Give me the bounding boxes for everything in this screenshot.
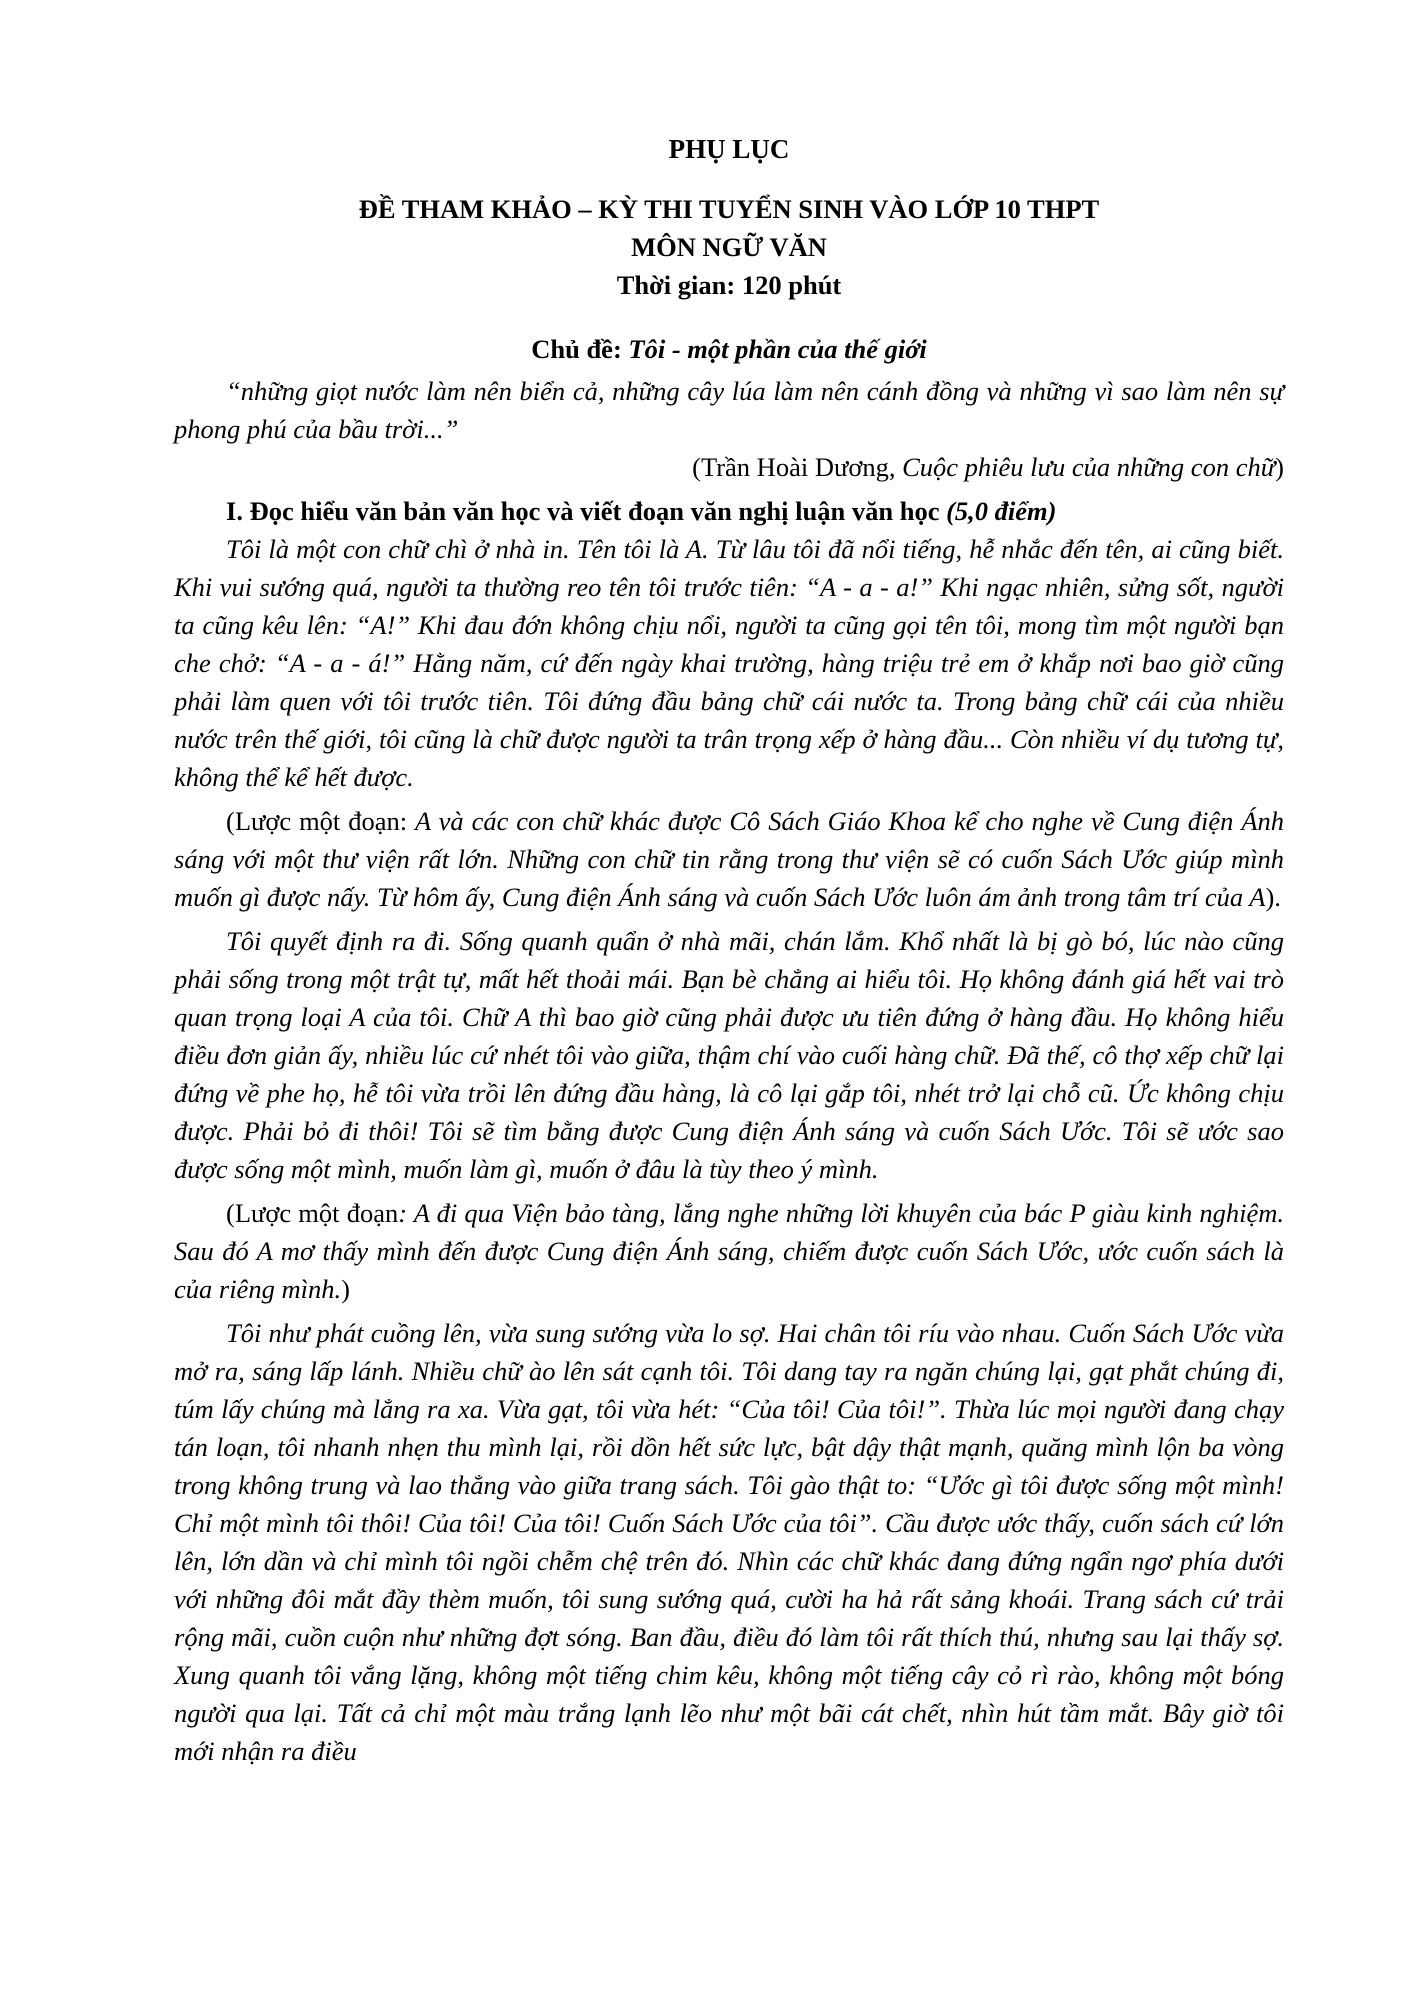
omitted-label-2: (Lược một đoạn [226,1198,399,1228]
source-close: ) [1275,452,1284,482]
topic-label: Chủ đề: [531,334,629,364]
omitted-close-1: ). [1265,882,1281,912]
omitted-summary-1 [174,802,1284,916]
passage-paragraph-1: Tôi là một con chữ chì ở nhà in. Tên tôi là A. Từ lâu tôi đã nổi tiếng, hễ nhắc đến tên, ai cũng biết. Khi vui sướng quá, người ta thường reo tên tôi trước tiên: “A - a - a!” Khi ngạc nhiên, sửng sốt, người ta cũng kêu lên: “A!” Khi đau đớn không chịu nổi, người ta cũng gọi tên tôi, mong tìm một người bạn che chở: “A - a - á!” Hằng năm, cứ đến ngày khai trường, hàng triệu trẻ em ở khắp nơi bao giờ cũng phải làm quen với tôi trước tiên. Tôi đứng đầu bảng chữ cái nước ta. Trong bảng chữ cái của nhiều nước trên thế giới, tôi cũng là chữ được người ta trân trọng xếp ở hàng đầu... Còn nhiều ví dụ tương tự, không thể kể hết được. [174,534,1284,792]
section-1-heading [174,492,1284,530]
epigraph-quote: “những giọt nước làm nên biển cả, những cây lúa làm nên cánh đồng và những vì sao làm nên sự phong phú của bầu trời...” [174,376,1284,444]
omitted-text-1: A và các con chữ khác được Cô Sách Giáo Khoa kể cho nghe về Cung điện Ánh sáng với một thư viện rất lớn. Những con chữ tin rằng trong thư viện sẽ có cuốn Sách Ước giúp mình muốn gì được nấy. Từ hôm ấy, Cung điện Ánh sáng và cuốn Sách Ước luôn ám ảnh trong tâm trí của A [174,806,1285,912]
omitted-summary-2 [174,1194,1284,1308]
passage-paragraph-3: Tôi như phát cuồng lên, vừa sung sướng vừa lo sợ. Hai chân tôi ríu vào nhau. Cuốn Sách Ước vừa mở ra, sáng lấp lánh. Nhiều chữ ào lên sát cạnh tôi. Tôi dang tay ra ngăn chúng lại, gạt phắt chúng đi, túm lấy chúng mà lẳng ra xa. Vừa gạt, tôi vừa hét: “Của tôi! Của tôi!”. Thừa lúc mọi người đang chạy tán loạn, tôi nhanh nhẹn thu mình lại, rồi dồn hết sức lực, bật dậy thật mạnh, quăng mình lộn ba vòng trong không trung và lao thẳng vào giữa trang sách. Tôi gào thật to: “Ước gì tôi được sống một mình! Chỉ một mình tôi thôi! Của tôi! Của tôi! Cuốn Sách Ước của tôi”. Cầu được ước thấy, cuốn sách cứ lớn lên, lớn dần và chỉ mình tôi ngồi chễm chệ trên đó. Nhìn các chữ khác đang đứng ngẩn ngơ phía dưới với những đôi mắt đầy thèm muốn, tôi sung sướng quá, cười ha hả rất sảng khoái. Trang sách cứ trải rộng mãi, cuồn cuộn như những đợt sóng. Ban đầu, điều đó làm tôi rất thích thú, nhưng sau lại thấy sợ. Xung quanh tôi vắng lặng, không một tiếng chim kêu, không một tiếng cây cỏ rì rào, không một bóng người qua lại. Tất cả chỉ một màu trắng lạnh lẽo như một bãi cát chết, nhìn hút tầm mắt. Bây giờ tôi mới nhận ra điều [174,1318,1284,1766]
section-1-points: (5,0 điểm) [946,496,1057,526]
omitted-close-2: ) [341,1274,350,1304]
subject-title: MÔN NGỮ VĂN [631,232,827,262]
topic-line [174,330,1284,368]
passage-paragraph-2: Tôi quyết định ra đi. Sống quanh quẩn ở nhà mãi, chán lắm. Khổ nhất là bị gò bó, lúc nào cũng phải sống trong một trật tự, mất hết thoải mái. Bạn bè chẳng ai hiểu tôi. Họ không đánh giá hết vai trò quan trọng loại A của tôi. Chữ A thì bao giờ cũng phải được ưu tiên đứng ở hàng đầu. Họ không hiểu điều đơn giản ấy, nhiều lúc cứ nhét tôi vào giữa, thậm chí vào cuối hàng chữ. Đã thế, cô thợ xếp chữ lại đứng về phe họ, hễ tôi vừa trồi lên đứng đầu hàng, là cô lại gắp tôi, nhét trở lại chỗ cũ. Ức không chịu được. Phải bỏ đi thôi! Tôi sẽ tìm bằng được Cung điện Ánh sáng và cuốn Sách Ước. Tôi sẽ ước sao được sống một mình, muốn làm gì, muốn ở đâu là tùy theo ý mình. [174,926,1284,1184]
exam-title: ĐỀ THAM KHẢO – KỲ THI TUYỂN SINH VÀO LỚP 10 THPT [358,194,1100,224]
source-author: (Trần Hoài Dương, [692,452,903,482]
omitted-text-2: : A đi qua Viện bảo tàng, lắng nghe những lời khuyên của bác P giàu kinh nghiệm. Sau đó A mơ thấy mình đến được Cung điện Ánh sáng, chiếm được cuốn Sách Ước, ước cuốn sách là của riêng mình. [174,1198,1285,1304]
topic-value: Tôi - một phần của thế giới [628,334,927,364]
epigraph-source [174,448,1284,486]
section-1-title: I. Đọc hiểu văn bản văn học và viết đoạn văn nghị luận văn học [226,496,947,526]
appendix-heading: PHỤ LỤC [668,134,790,164]
source-work: Cuộc phiêu lưu của những con chữ [902,452,1276,482]
omitted-label-1: (Lược một đoạn: [226,806,416,836]
exam-time: Thời gian: 120 phút [616,270,842,300]
